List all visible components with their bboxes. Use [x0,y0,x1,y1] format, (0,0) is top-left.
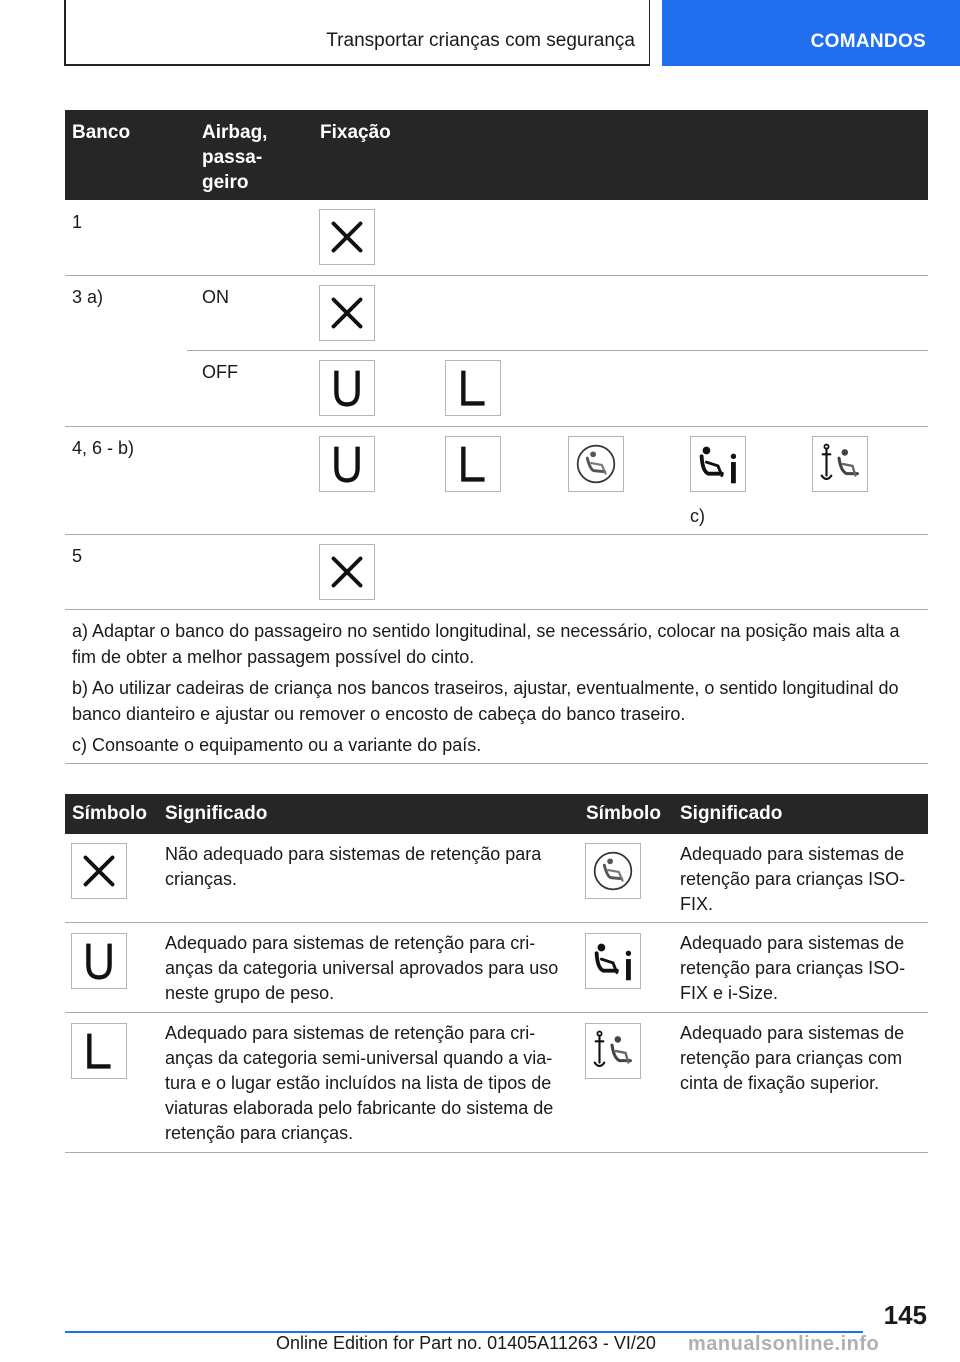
header-symbol: Símbolo [586,803,661,824]
seat-cell: 4, 6 - b) [72,438,135,458]
table-row-group [65,276,928,427]
footnote-ref: c) [690,506,705,526]
airbag-cell: ON [202,287,229,307]
footnote-b: b) Ao utilizar cadeiras de criança nos bancos traseiros, ajustar, eventualmente, o sentido longitudinal do banco dianteiro e ajustar ou remover o encosto de cabeça do banco traseiro. [72,678,899,724]
seat-fixation-table [65,110,928,610]
x-icon [319,285,375,341]
legend-table-header [65,794,928,834]
l-icon [71,1023,127,1079]
page-number: 145 [883,1300,927,1330]
header-fixation: Fixação [320,122,391,143]
header-section-box [662,0,960,66]
top-tether-icon [812,436,868,492]
table-row [65,923,928,1013]
symbol-legend-table [65,794,928,1153]
seat-table-header [65,110,928,200]
isize-icon [690,436,746,492]
u-icon [71,933,127,989]
top-tether-icon [585,1023,641,1079]
meaning-text: Adequado para sistemas de retenção para crianças ISO- FIX. [680,844,906,914]
meaning-text: Adequado para sistemas de retenção para cri- anças da categoria semi-universal quando a via- tura e o lugar estão incluídos na lista de tipos de viaturas elaborada pelo fabricante do sistema de retenção para crianças. [165,1023,554,1143]
chapter-title: Transportar crianças com segurança [326,30,635,51]
table-row [65,200,928,276]
seat-cell: 1 [72,212,83,232]
footnotes [72,618,922,763]
airbag-cell: OFF [202,362,238,382]
edition-text: Online Edition for Part no. 01405A11263 - VI/20 [276,1333,656,1353]
isize-icon [585,933,641,989]
header-meaning: Significado [680,803,783,824]
divider [65,763,928,764]
l-icon [445,436,501,492]
meaning-text: Adequado para sistemas de retenção para crianças com cinta de fixação superior. [680,1023,905,1093]
seat-cell: 5 [72,546,83,566]
x-icon [71,843,127,899]
header-seat: Banco [72,122,131,143]
x-icon [319,544,375,600]
u-icon [319,360,375,416]
meaning-text: Adequado para sistemas de retenção para crianças ISO- FIX e i-Size. [680,933,906,1003]
meaning-text: Adequado para sistemas de retenção para cri- anças da categoria universal aprovados para uso neste grupo de peso. [165,933,559,1003]
section-title: COMANDOS [810,31,926,52]
table-row [65,535,928,610]
header-symbol: Símbolo [72,803,147,824]
isofix-icon [568,436,624,492]
u-icon [319,436,375,492]
footnote-c: c) Consoante o equipamento ou a variante do país. [72,735,482,755]
table-row [65,1013,928,1153]
isofix-icon [585,843,641,899]
header-title-box [64,0,650,66]
table-subrow [187,351,928,426]
header-meaning: Significado [165,803,268,824]
x-icon [319,209,375,265]
meaning-text: Não adequado para sistemas de retenção para crianças. [165,844,542,889]
l-icon [445,360,501,416]
table-row [65,427,928,535]
table-row [65,834,928,923]
seat-cell: 3 a) [72,287,104,307]
footnote-a: a) Adaptar o banco do passageiro no sentido longitudinal, se necessário, colocar na posição mais alta a fim de obter a melhor passagem possível do cinto. [72,621,900,667]
table-subrow [187,276,928,351]
watermark: manualsonline.info [688,1333,880,1355]
header-airbag: Airbag, passa- geiro [202,122,268,193]
